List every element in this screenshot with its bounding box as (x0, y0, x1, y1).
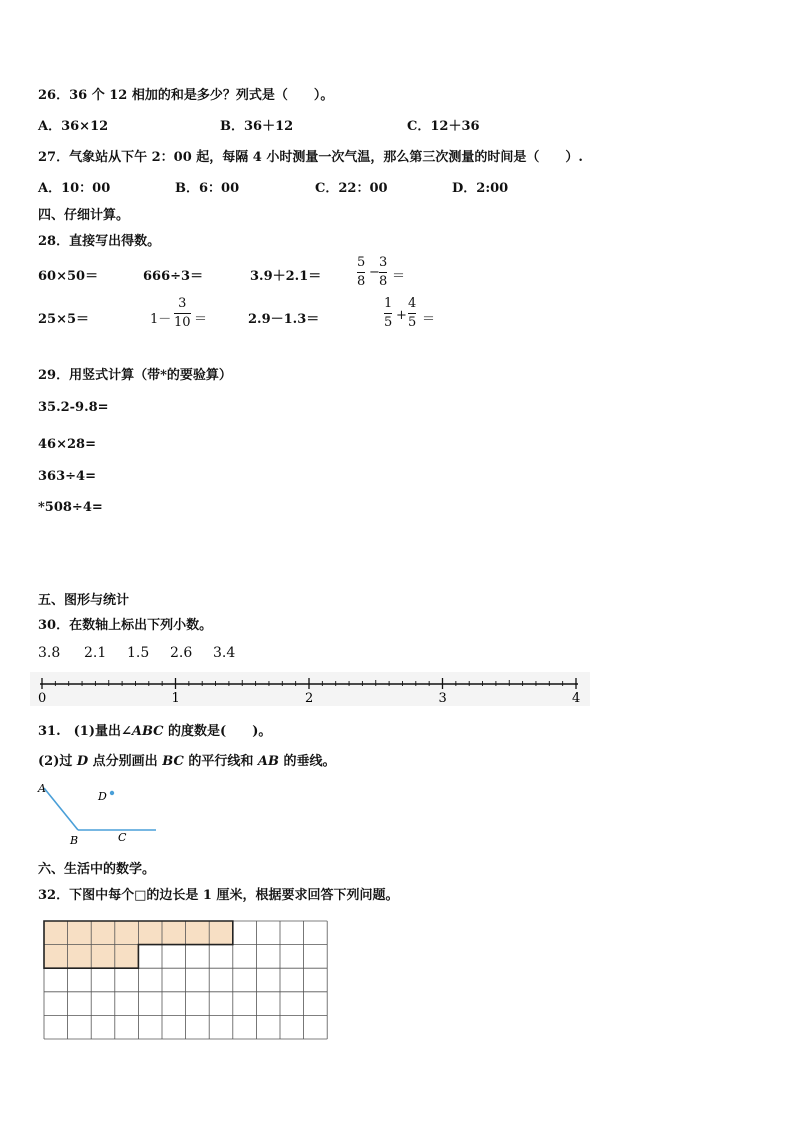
q32-stem: 32．下图中每个□的边长是 1 厘米，根据要求回答下列问题。 (38, 888, 399, 903)
label-b: B (70, 834, 79, 847)
section-6-heading: 六、生活中的数学。 (38, 862, 156, 877)
q31-part-1: 31. (1)量出∠ABC 的度数是( )。 (38, 724, 272, 739)
q31-part-2: (2)过 D 点分别画出 BC 的平行线和 AB 的垂线。 (38, 754, 336, 769)
q26-option-b: B．36＋12 (220, 119, 294, 134)
shaded-cell (115, 921, 139, 945)
q28-stem: 28．直接写出得数。 (38, 234, 161, 249)
number-line-label: 0 (38, 691, 47, 706)
q29-item-1: 35.2-9.8= (38, 400, 109, 415)
angle-figure (30, 778, 170, 848)
shaded-cell (91, 945, 115, 969)
q30-decimal-2: 2.1 (84, 645, 107, 661)
q28-frac-1-5: 1 5 (384, 296, 393, 330)
q27-option-c: C．22：00 (315, 181, 388, 196)
shaded-cell (186, 921, 210, 945)
number-line-label: 2 (305, 691, 314, 706)
q28-minus-sign: − (369, 265, 380, 280)
q29-stem: 29．用竖式计算（带*的要验算） (38, 368, 232, 383)
shaded-cell (68, 921, 92, 945)
q28-equals-3: ＝ (422, 312, 436, 327)
q30-decimal-3: 1.5 (127, 645, 150, 661)
q30-stem: 30．在数轴上标出下列小数。 (38, 618, 213, 633)
point-d (110, 791, 114, 795)
shaded-cell (44, 921, 68, 945)
q29-item-4: *508÷4= (38, 500, 103, 515)
q28-frac-3-8: 3 8 (379, 255, 388, 289)
shaded-cell (162, 921, 186, 945)
label-d: D (98, 790, 107, 803)
shaded-cell (91, 921, 115, 945)
number-line-label: 4 (572, 691, 581, 706)
q26-option-c: C．12＋36 (407, 119, 480, 134)
section-5-heading: 五、图形与统计 (38, 593, 130, 608)
q26-option-a: A．36×12 (38, 119, 109, 134)
q29-item-2: 46×28= (38, 437, 96, 452)
q27-option-d: D．2:00 (452, 181, 509, 196)
q28-item-4: 25×5＝ (38, 312, 90, 327)
number-line-label: 1 (171, 691, 180, 706)
q30-decimal-4: 2.6 (170, 645, 193, 661)
number-line-label: 3 (438, 691, 447, 706)
ray-ba (44, 788, 78, 830)
number-line (30, 672, 590, 708)
q30-decimal-5: 3.4 (213, 645, 236, 661)
q28-item-2: 666÷3＝ (143, 269, 204, 284)
q28-equals-1: ＝ (392, 269, 406, 284)
square-grid (40, 918, 334, 1044)
q28-item-3: 3.9＋2.1＝ (250, 269, 322, 284)
label-c: C (118, 831, 127, 844)
q28-item-5: 2.9－1.3＝ (248, 312, 320, 327)
section-4-heading: 四、仔细计算。 (38, 208, 130, 223)
label-a: A (38, 782, 46, 795)
q28-plus-sign: + (396, 308, 407, 323)
q26-stem: 26．36 个 12 相加的和是多少？列式是（ ）。 (38, 88, 334, 103)
shaded-cell (138, 921, 162, 945)
shaded-cell (209, 921, 233, 945)
q28-equals-2: ＝ (194, 312, 208, 327)
q30-decimal-1: 3.8 (38, 645, 61, 661)
q28-frac-3-10: 3 10 (174, 296, 191, 330)
q27-option-b: B．6：00 (175, 181, 240, 196)
q29-item-3: 363÷4= (38, 469, 96, 484)
q28-item-1: 60×50＝ (38, 269, 99, 284)
q27-option-a: A．10：00 (38, 181, 111, 196)
q27-stem: 27．气象站从下午 2：00 起，每隔 4 小时测量一次气温，那么第三次测量的时间是（ ）. (38, 150, 583, 165)
shaded-cell (68, 945, 92, 969)
shaded-cell (115, 945, 139, 969)
shaded-cell (44, 945, 68, 969)
q28-frac-4-5: 4 5 (408, 296, 417, 330)
q28-frac-5-8: 5 8 (357, 255, 366, 289)
q28-one-minus: 1－ (150, 312, 172, 327)
